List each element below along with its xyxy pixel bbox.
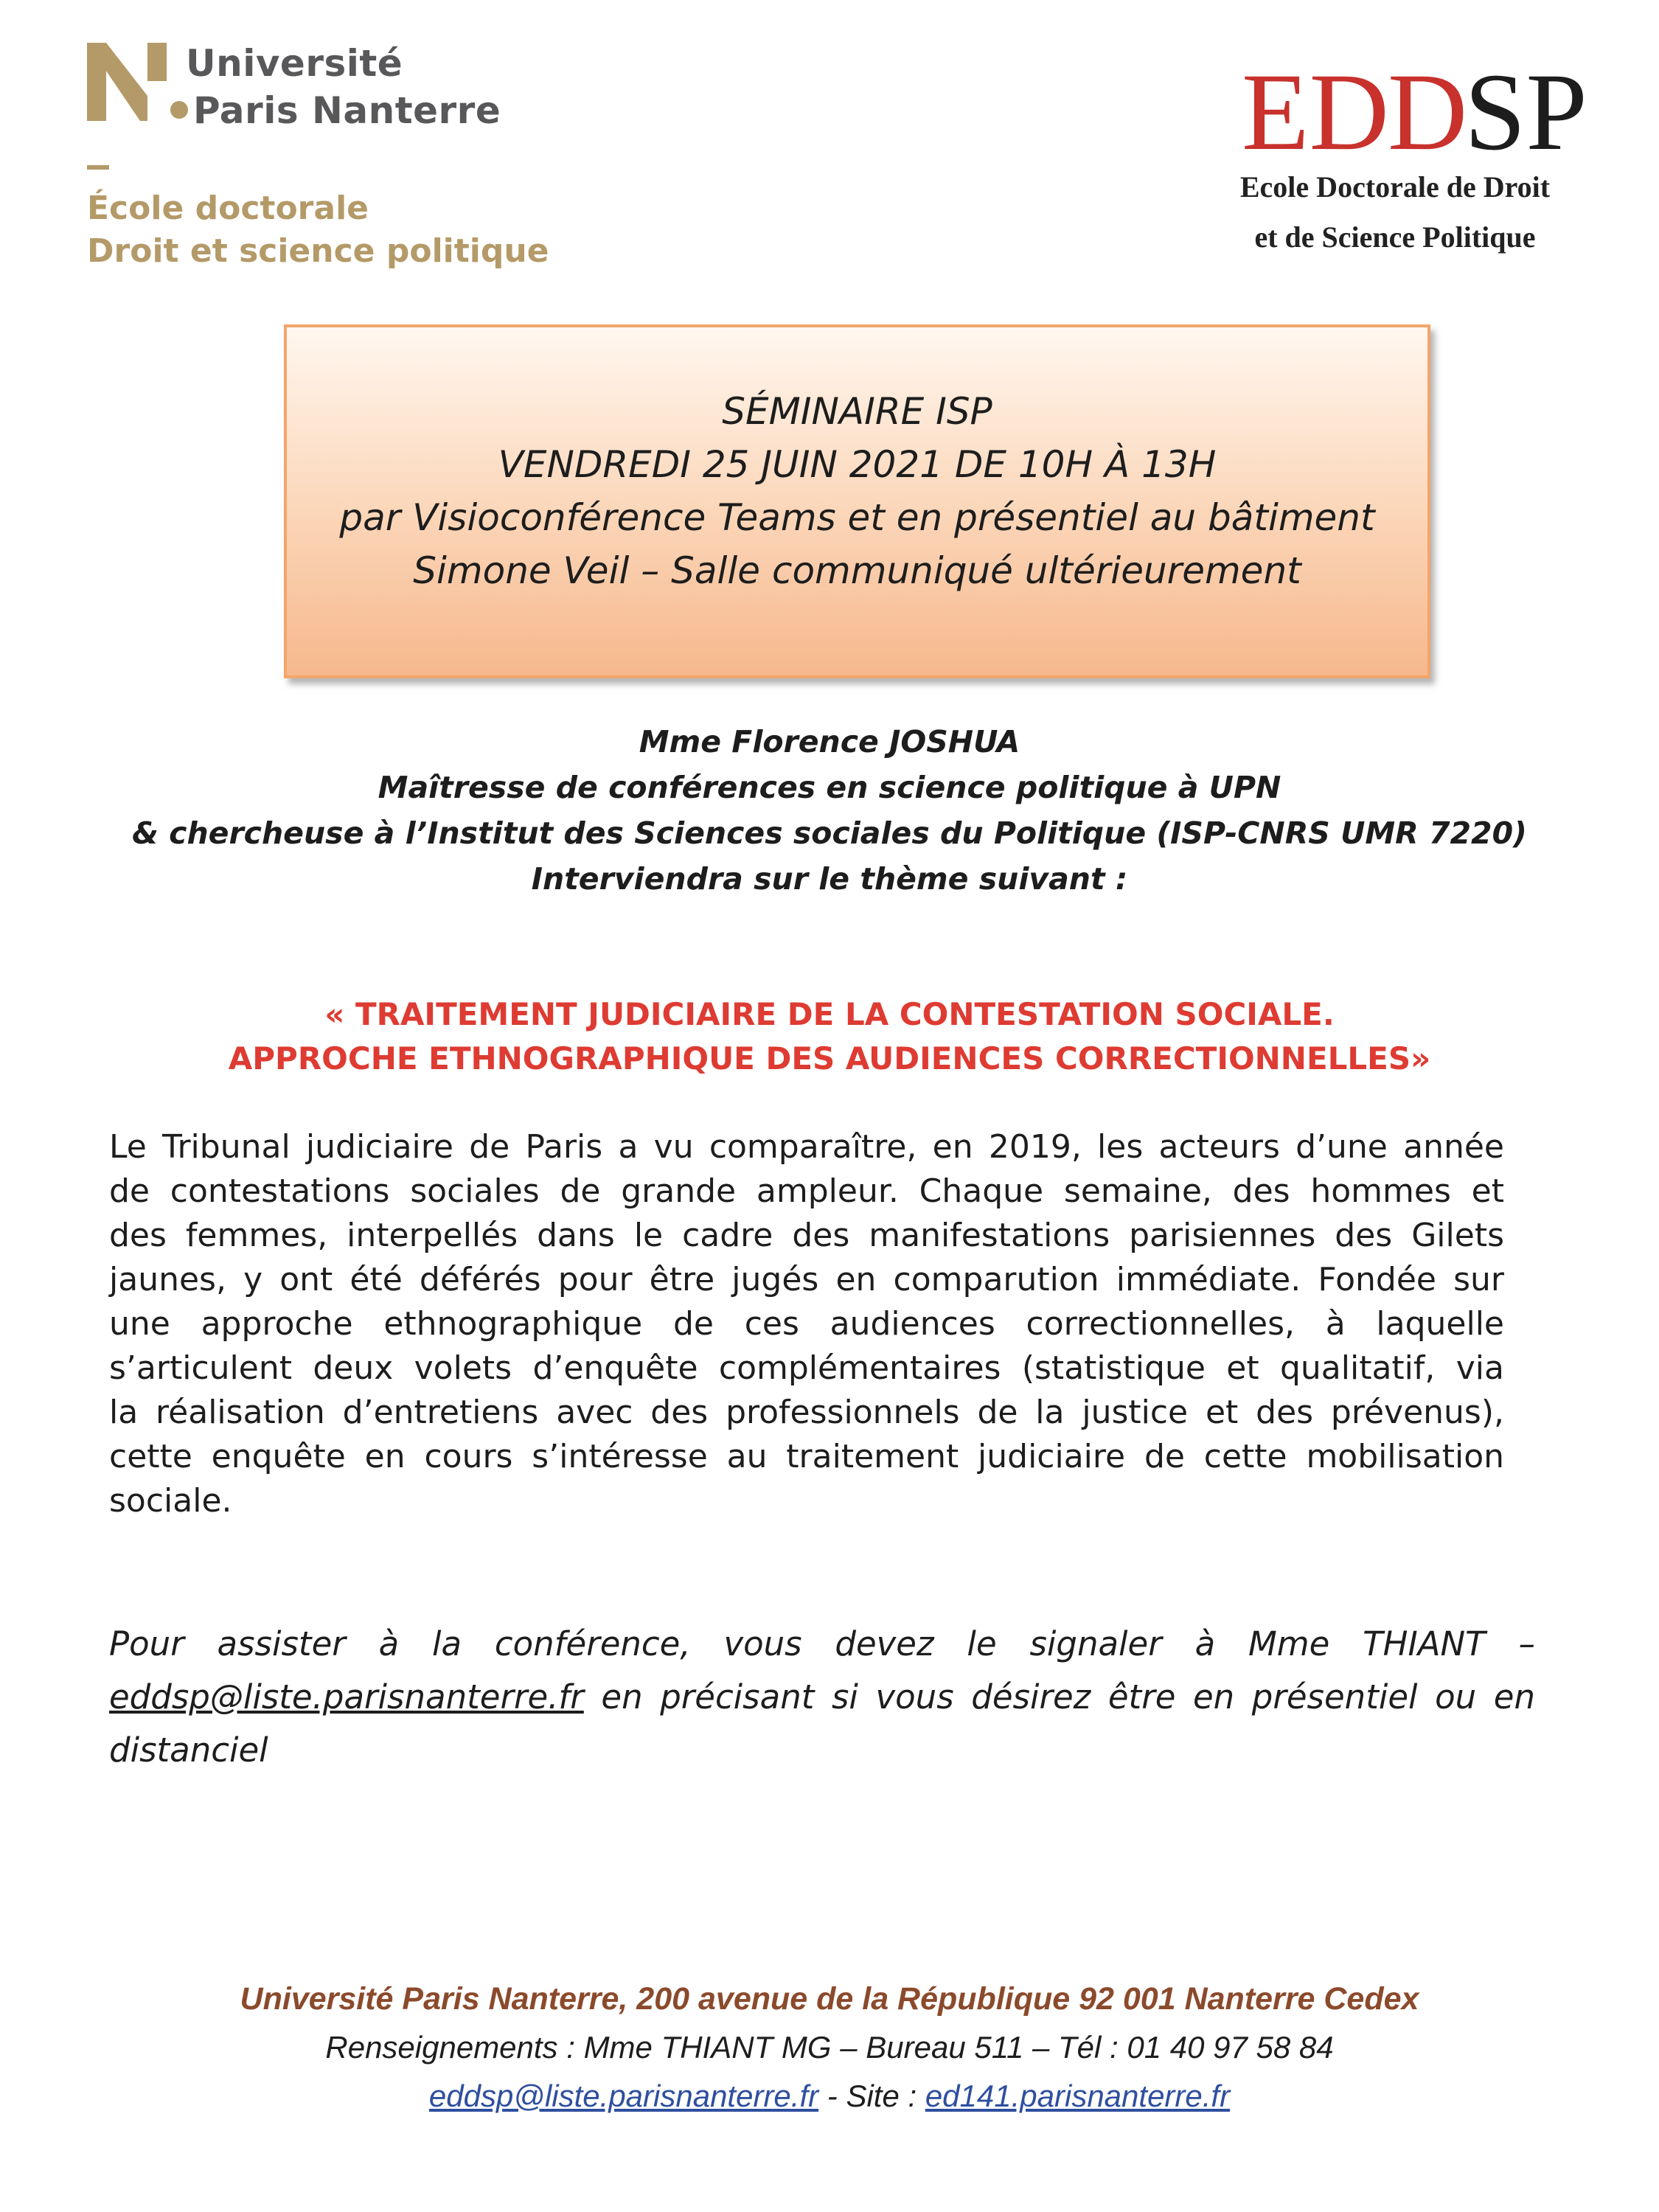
footer-site-separator: - Site :	[818, 2079, 925, 2113]
speaker-intro: Interviendra sur le thème suivant :	[531, 861, 1128, 897]
abstract-line: la réalisation d’entretiens avec des professionnels de la justice et des prévenus),	[109, 1394, 1504, 1431]
footer-address: Université Paris Nanterre, 200 avenue de la République 92 001 Nanterre Cedex	[240, 1981, 1419, 2017]
university-name-line2: Paris Nanterre	[193, 89, 501, 132]
attendance-line2	[109, 1671, 1535, 1724]
theme-line2: APPROCHE ETHNOGRAPHIQUE DES AUDIENCES CORRECTIONNELLES»	[228, 1040, 1431, 1077]
eddsp-letters-black: SP	[1464, 60, 1587, 164]
footer	[59, 1975, 1600, 2121]
eddsp-subtitle-line2: et de Science Politique	[1254, 220, 1536, 254]
gold-dash-divider	[87, 165, 109, 170]
speaker-block	[59, 719, 1600, 902]
eddsp-letters-red: ED	[1242, 60, 1389, 164]
attendance-line3: distanciel	[109, 1731, 268, 1770]
attendance-note	[109, 1618, 1535, 1795]
doctoral-school-line1: École doctorale	[87, 189, 369, 227]
eddsp-wordmark	[1234, 60, 1588, 164]
seminar-title: SÉMINAIRE ISP	[722, 390, 992, 433]
abstract-paragraph	[109, 1125, 1504, 1568]
eddsp-letter-d2: D	[1388, 60, 1468, 164]
doctoral-school-name	[87, 187, 549, 273]
attendance-line2-rest: en précisant si vous désirez être en présentiel ou en	[583, 1677, 1535, 1717]
doctoral-school-line2: Droit et science politique	[87, 232, 549, 270]
abstract-line: Le Tribunal judiciaire de Paris a vu comparaître, en 2019, les acteurs d’une année	[109, 1128, 1504, 1166]
attendance-email-link[interactable]: eddsp@liste.parisnanterre.fr	[109, 1677, 584, 1717]
abstract-line: sociale.	[109, 1482, 232, 1520]
eddsp-subtitle-line1: Ecole Doctorale de Droit	[1239, 170, 1551, 204]
seminar-info-box	[284, 324, 1430, 678]
nanterre-n-mark-icon	[87, 43, 168, 121]
attendance-line1: Pour assister à la conférence, vous devez le signaler à Mme THIANT –	[109, 1624, 1535, 1663]
abstract-line: de contestations sociales de grande ampleur. Chaque semaine, des hommes et	[109, 1172, 1504, 1210]
theme-line1: « TRAITEMENT JUDICIAIRE DE LA CONTESTATION SOCIALE.	[324, 996, 1335, 1032]
speaker-role-line1: Maîtresse de conférences en science politique à UPN	[378, 770, 1281, 805]
universite-paris-nanterre-logo	[87, 43, 662, 279]
seminar-location-line2: Simone Veil – Salle communiqué ultérieurement	[413, 549, 1301, 592]
footer-site-link[interactable]: ed141.parisnanterre.fr	[925, 2079, 1231, 2113]
abstract-line: des femmes, interpellés dans le cadre des manifestations parisiennes des Gilets	[109, 1217, 1504, 1254]
footer-contact: Renseignements : Mme THIANT MG – Bureau 511 – Tél : 01 40 97 58 84	[325, 2030, 1334, 2065]
university-name	[186, 40, 501, 134]
speaker-role-line2: & chercheuse à l’Institut des Sciences sociales du Politique (ISP-CNRS UMR 7220)	[132, 815, 1527, 851]
eddsp-logo	[1194, 60, 1593, 260]
speaker-name: Mme Florence JOSHUA	[639, 724, 1020, 759]
abstract-line: jaunes, y ont été déférés pour être jugés en comparution immédiate. Fondée sur	[109, 1261, 1504, 1298]
university-name-line1: Université	[186, 42, 403, 85]
footer-email-link[interactable]: eddsp@liste.parisnanterre.fr	[428, 2079, 819, 2113]
abstract-line: s’articulent deux volets d’enquête complémentaires (statistique et qualitatif, via	[109, 1349, 1504, 1387]
seminar-date: VENDREDI 25 JUIN 2021 DE 10H À 13H	[498, 443, 1217, 486]
eddsp-subtitle	[1203, 162, 1587, 262]
abstract-line: une approche ethnographique de ces audiences correctionnelles, à laquelle	[109, 1305, 1504, 1343]
talk-theme	[59, 992, 1600, 1081]
seminar-location-line1: par Visioconférence Teams et en présentiel au bâtiment	[339, 496, 1375, 539]
footer-links	[59, 2072, 1600, 2121]
abstract-line: cette enquête en cours s’intéresse au traitement judiciaire de cette mobilisation	[109, 1438, 1504, 1475]
